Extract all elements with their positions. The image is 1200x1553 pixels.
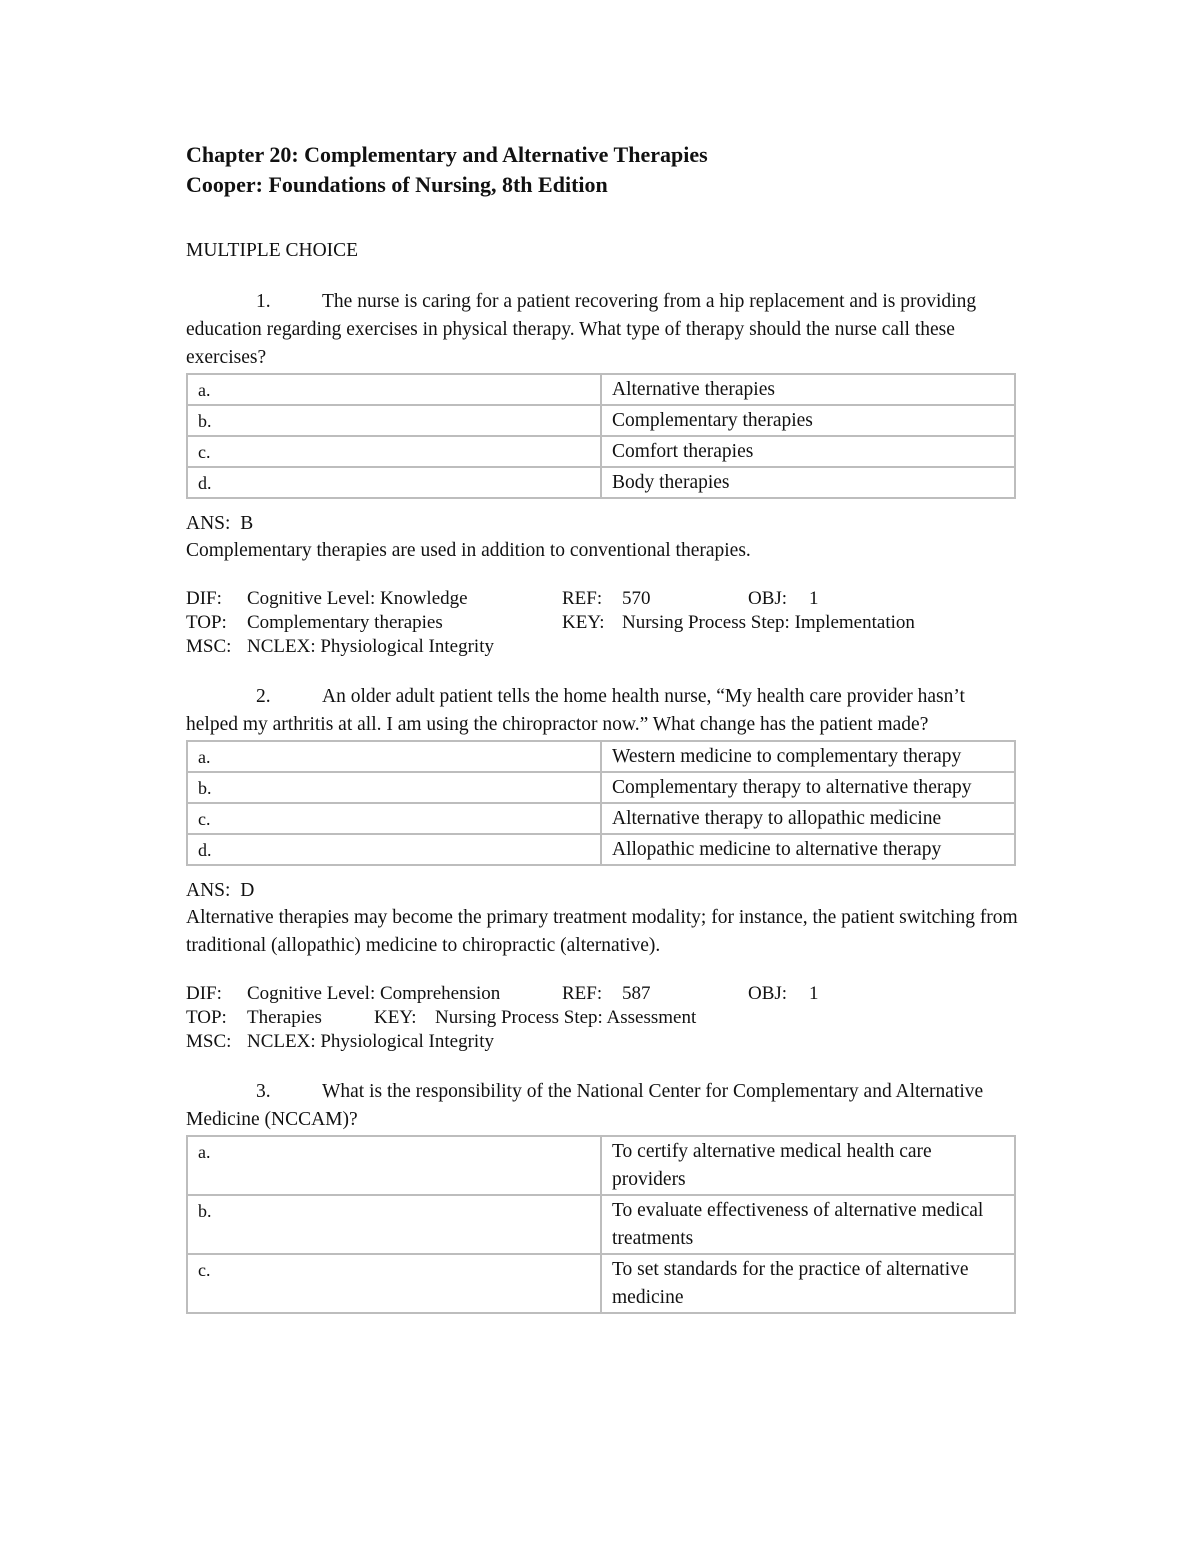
question-number: 2. — [256, 686, 271, 707]
msc-value: NCLEX: Physiological Integrity — [247, 1031, 494, 1052]
top-value: Therapies — [247, 1007, 322, 1028]
ref-label: REF: — [562, 983, 603, 1004]
obj-value: 1 — [809, 588, 819, 609]
option-row[interactable] — [187, 803, 1015, 834]
option-row[interactable] — [187, 741, 1015, 772]
answer-value: D — [240, 880, 255, 901]
option-text: Allopathic medicine to alternative therapy — [601, 834, 1015, 865]
option-text: Body therapies — [601, 467, 1015, 498]
option-text: To evaluate effectiveness of alternative medical treatments — [601, 1195, 1015, 1254]
dif-value: Cognitive Level: Knowledge — [247, 588, 468, 609]
obj-label: OBJ: — [748, 588, 788, 609]
option-letter: a. — [187, 1136, 601, 1195]
msc-value: NCLEX: Physiological Integrity — [247, 636, 494, 657]
option-row[interactable] — [187, 1254, 1015, 1313]
question-number: 3. — [256, 1081, 271, 1102]
option-row[interactable] — [187, 436, 1015, 467]
options-table — [186, 373, 1016, 499]
dif-label: DIF: — [186, 588, 222, 609]
rationale: Alternative therapies may become the primary treatment modality; for instance, the patient switching from traditional (allopathic) medicine to chiropractic (alternative). — [186, 907, 1018, 956]
option-text: Alternative therapy to allopathic medicine — [601, 803, 1015, 834]
key-label: KEY: — [374, 1007, 417, 1028]
option-letter: b. — [187, 1195, 601, 1254]
option-text: Complementary therapies — [601, 405, 1015, 436]
option-text: To set standards for the practice of alternative medicine — [601, 1254, 1015, 1313]
key-value: Nursing Process Step: Implementation — [622, 612, 915, 633]
question-text: An older adult patient tells the home health nurse, “My health care provider hasn’t helped my arthritis at all. I am using the chiropractor now.” What change has the patient made? — [186, 686, 965, 735]
msc-label: MSC: — [186, 636, 232, 657]
section-heading: MULTIPLE CHOICE — [186, 240, 359, 261]
obj-label: OBJ: — [748, 983, 788, 1004]
chapter-title: Chapter 20: Complementary and Alternative Therapies — [186, 142, 708, 167]
ref-value: 587 — [622, 983, 651, 1004]
option-row[interactable] — [187, 1195, 1015, 1254]
option-letter: c. — [187, 1254, 601, 1313]
rationale: Complementary therapies are used in addition to conventional therapies. — [186, 540, 751, 561]
question-stem — [186, 288, 1018, 372]
question-1 — [186, 288, 1018, 659]
dif-value: Cognitive Level: Comprehension — [247, 983, 501, 1004]
option-row[interactable] — [187, 772, 1015, 803]
question-number: 1. — [256, 291, 271, 312]
option-row[interactable] — [187, 1136, 1015, 1195]
option-row[interactable] — [187, 374, 1015, 405]
question-text: What is the responsibility of the National Center for Complementary and Alternative Medicine (NCCAM)? — [186, 1081, 984, 1130]
option-letter: c. — [187, 436, 601, 467]
option-letter: d. — [187, 467, 601, 498]
answer-value: B — [240, 513, 254, 534]
obj-value: 1 — [809, 983, 819, 1004]
option-letter: b. — [187, 772, 601, 803]
option-letter: b. — [187, 405, 601, 436]
option-letter: d. — [187, 834, 601, 865]
option-text: Comfort therapies — [601, 436, 1015, 467]
answer-line — [186, 511, 1018, 537]
answer-line — [186, 878, 1018, 904]
book-title: Cooper: Foundations of Nursing, 8th Edition — [186, 172, 608, 197]
top-label: TOP: — [186, 612, 227, 633]
question-stem — [186, 683, 1018, 739]
key-value: Nursing Process Step: Assessment — [435, 1007, 697, 1028]
option-row[interactable] — [187, 405, 1015, 436]
top-label: TOP: — [186, 1007, 227, 1028]
option-row[interactable] — [187, 467, 1015, 498]
option-letter: a. — [187, 741, 601, 772]
msc-label: MSC: — [186, 1031, 232, 1052]
option-row[interactable] — [187, 834, 1015, 865]
answer-label: ANS: — [186, 513, 231, 534]
answer-label: ANS: — [186, 880, 231, 901]
options-table — [186, 1135, 1016, 1314]
metadata-block — [186, 982, 1018, 1054]
question-text: The nurse is caring for a patient recovering from a hip replacement and is providing education regarding exercises in physical therapy. What type of therapy should the nurse call these exercises? — [186, 291, 977, 368]
document-page — [186, 140, 1018, 1314]
option-text: Alternative therapies — [601, 374, 1015, 405]
top-value: Complementary therapies — [247, 612, 443, 633]
option-letter: a. — [187, 374, 601, 405]
option-letter: c. — [187, 803, 601, 834]
ref-label: REF: — [562, 588, 603, 609]
options-table — [186, 740, 1016, 866]
option-text: Western medicine to complementary therapy — [601, 741, 1015, 772]
dif-label: DIF: — [186, 983, 222, 1004]
question-3 — [186, 1078, 1018, 1314]
metadata-block — [186, 587, 1018, 659]
option-text: To certify alternative medical health care providers — [601, 1136, 1015, 1195]
question-2 — [186, 683, 1018, 1054]
key-label: KEY: — [562, 612, 605, 633]
ref-value: 570 — [622, 588, 651, 609]
question-stem — [186, 1078, 1018, 1134]
option-text: Complementary therapy to alternative therapy — [601, 772, 1015, 803]
